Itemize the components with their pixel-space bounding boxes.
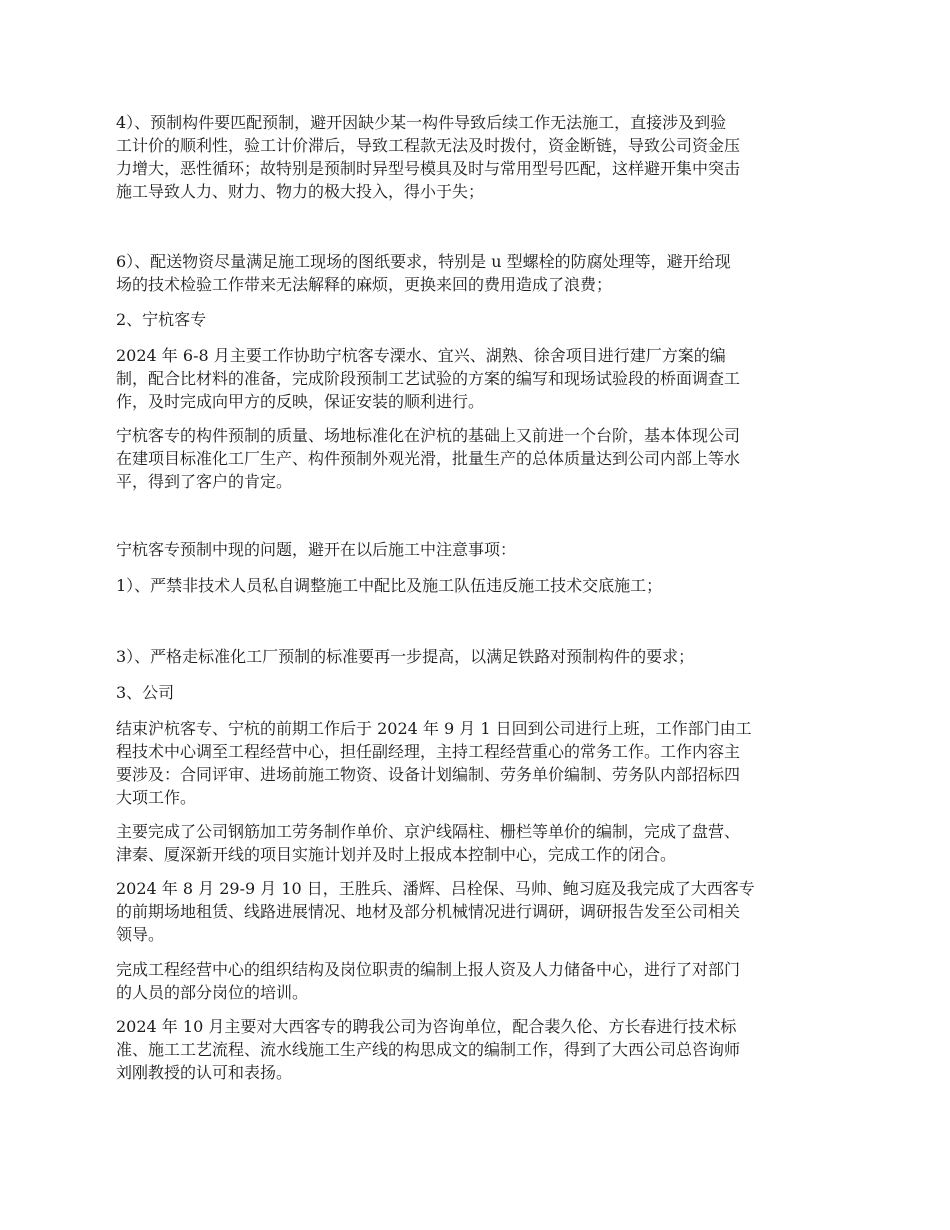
paragraph-ninghang-issues-intro: 宁杭客专预制中现的问题，避开在以后施工中注意事项： xyxy=(116,540,517,559)
paragraph-material-supply: 6）、配送物资尽量满足施工现场的图纸要求，特别是 u 型螺栓的防腐处理等，避开给现 场的技术检验工作带来无法解释的麻烦，更换来回的费用造成了浪费； xyxy=(116,252,731,294)
section-heading-ninghang: 2、宁杭客专 xyxy=(116,310,207,329)
paragraph-ninghang-quality: 宁杭客专的构件预制的质量、场地标准化在沪杭的基础上又前进一个台阶，基本体现公司 在建项目标准化工厂生产、构件预制外观光滑，批量生产的总体质量达到公司内部上等水 平，得到了客户的肯定。 xyxy=(116,426,741,491)
paragraph-issue-3: 3）、严格走标准化工厂预制的标准要再一步提高，以满足铁路对预制构件的要求； xyxy=(116,647,695,666)
paragraph-daxi-survey: 2024 年 8 月 29-9 月 10 日，王胜兵、潘辉、吕栓保、马帅、鲍习庭及我完成了大西客专 的前期场地租赁、线路进展情况、地材及部分机械情况进行调研，调研报告发至公司相关 领导。 xyxy=(116,879,755,944)
paragraph-unit-price-work: 主要完成了公司钢筋加工劳务制作单价、京沪线隔柱、栅栏等单价的编制，完成了盘营、 津秦、厦深新开线的项目实施计划并及时上报成本控制中心，完成工作的闭合。 xyxy=(116,822,741,864)
paragraph-org-structure: 完成工程经营中心的组织结构及岗位职责的编制上报人资及人力储备中心，进行了对部门 的人员的部分岗位的培训。 xyxy=(116,960,741,1002)
section-heading-company: 3、公司 xyxy=(116,683,175,702)
paragraph-ninghang-work: 2024 年 6-8 月主要工作协助宁杭客专溧水、宜兴、湖熟、徐舍项目进行建厂方案的编 制，配合比材料的准备，完成阶段预制工艺试验的方案的编写和现场试验段的桥面调查工 作，及时完成向甲方的反映，保证安装的顺利进行。 xyxy=(116,346,741,411)
paragraph-issue-1: 1）、严禁非技术人员私自调整施工中配比及施工队伍违反施工技术交底施工； xyxy=(116,576,663,595)
paragraph-daxi-consulting: 2024 年 10 月主要对大西客专的聘我公司为咨询单位，配合裴久伦、方长春进行技术标 准、施工工艺流程、流水线施工生产线的构思成文的编制工作，得到了大西公司总咨询师 刘刚教授的认可和表扬。 xyxy=(116,1017,741,1082)
paragraph-company-transfer: 结束沪杭客专、宁杭的前期工作后于 2024 年 9 月 1 日回到公司进行上班，工作部门由工 程技术中心调至工程经营中心，担任副经理，主持工程经营重心的常务工作。工作内容主 要涉及：合同评审、进场前施工物资、设备计划编制、劳务单价编制、劳务队内部招标四 大项工作。 xyxy=(116,719,752,807)
paragraph-prefab-matching: 4）、预制构件要匹配预制，避开因缺少某一构件导致后续工作无法施工，直接涉及到验 工计价的顺利性，验工计价滞后，导致工程款无法及时拨付，资金断链，导致公司资金压 力增大，恶性循环；故特别是预制时异型号模具及时与常用型号匹配，这样避开集中突击 施工导致人力、财力、物力的极大投入，得小于失； xyxy=(116,113,741,201)
